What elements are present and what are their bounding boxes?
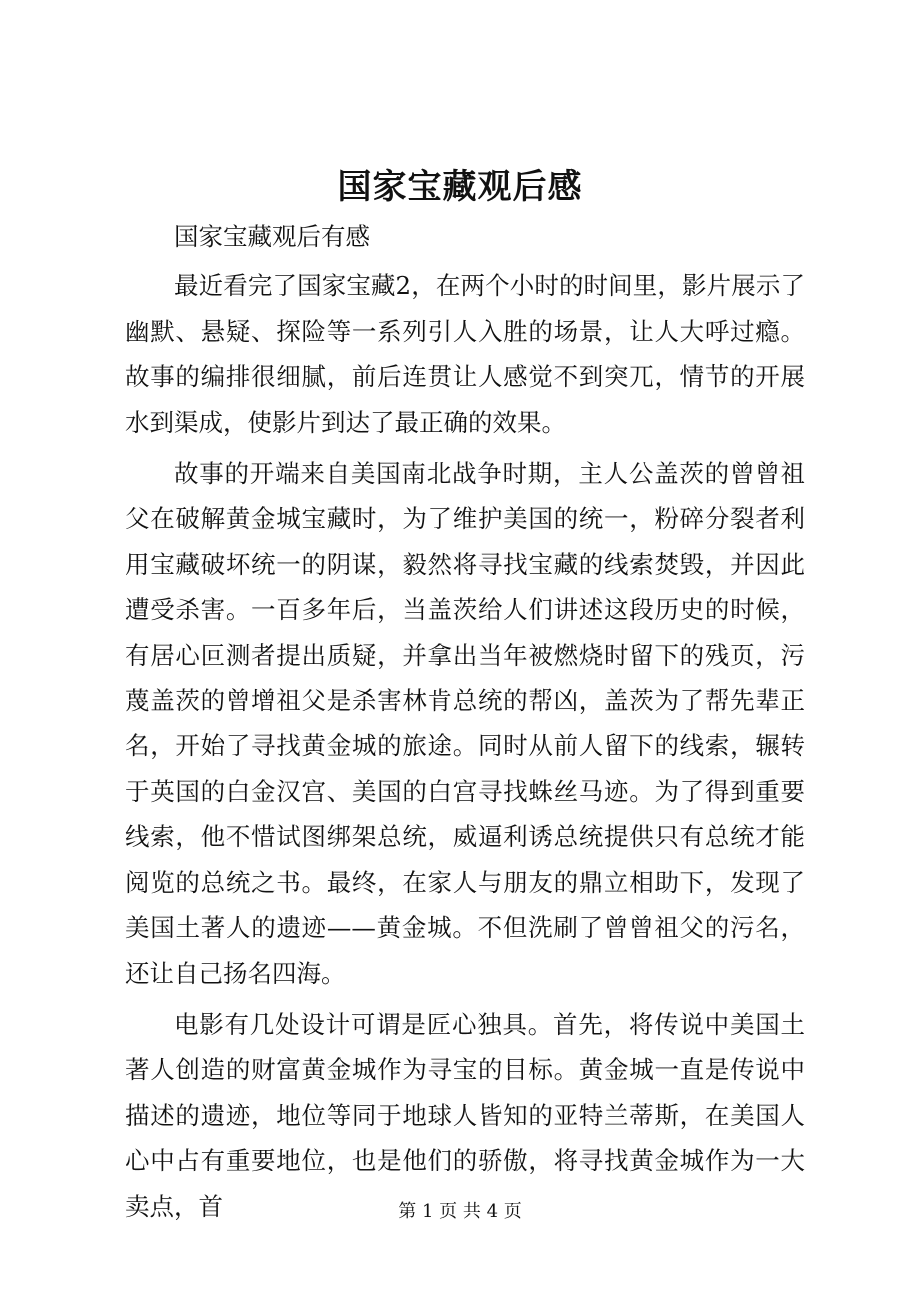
page-title: 国家宝藏观后感 [337,167,583,207]
body-paragraph-2: 故事的开端来自美国南北战争时期，主人公盖茨的曾曾祖父在破解黄金城宝藏时，为了维护美国的统一，粉碎分裂者利用宝藏破坏统一的阴谋，毅然将寻找宝藏的线索焚毁，并因此遭受杀害。一百多年后，当盖茨给人们讲述这段历史的时候，有居心叵测者提出质疑，并拿出当年被燃烧时留下的残页，污蔑盖茨的曾增祖父是杀害林肯总统的帮凶，盖茨为了帮先辈正名，开始了寻找黄金城的旅途。同时从前人留下的线索，辗转于英国的白金汉宫、美国的白宫寻找蛛丝马迹。为了得到重要线索，他不惜试图绑架总统，威逼利诱总统提供只有总统才能阅览的总统之书。最终，在家人与朋友的鼎立相助下，发现了美国土著人的遗迹——黄金城。不但洗刷了曾曾祖父的污名，还让自己扬名四海。 [125,459,805,988]
subtitle-paragraph: 国家宝藏观后有感 [174,222,370,251]
body-paragraph-1: 最近看完了国家宝藏2，在两个小时的时间里，影片展示了幽默、悬疑、探险等一系列引人入胜的场景，让人大呼过瘾。故事的编排很细腻，前后连贯让人感觉不到突兀，情节的开展水到渠成，使影片到达了最正确的效果。 [125,271,805,437]
document-body [125,214,805,1229]
body-paragraph-3: 电影有几处设计可谓是匠心独具。首先，将传说中美国土著人创造的财富黄金城作为寻宝的目标。黄金城一直是传说中描述的遗迹，地位等同于地球人皆知的亚特兰蒂斯，在美国人心中占有重要地位，也是他们的骄傲，将寻找黄金城作为一大卖点，首 [125,1009,805,1221]
page-number-label: 第 1 页 共 4 页 [398,1201,522,1222]
page-footer [0,1200,920,1224]
